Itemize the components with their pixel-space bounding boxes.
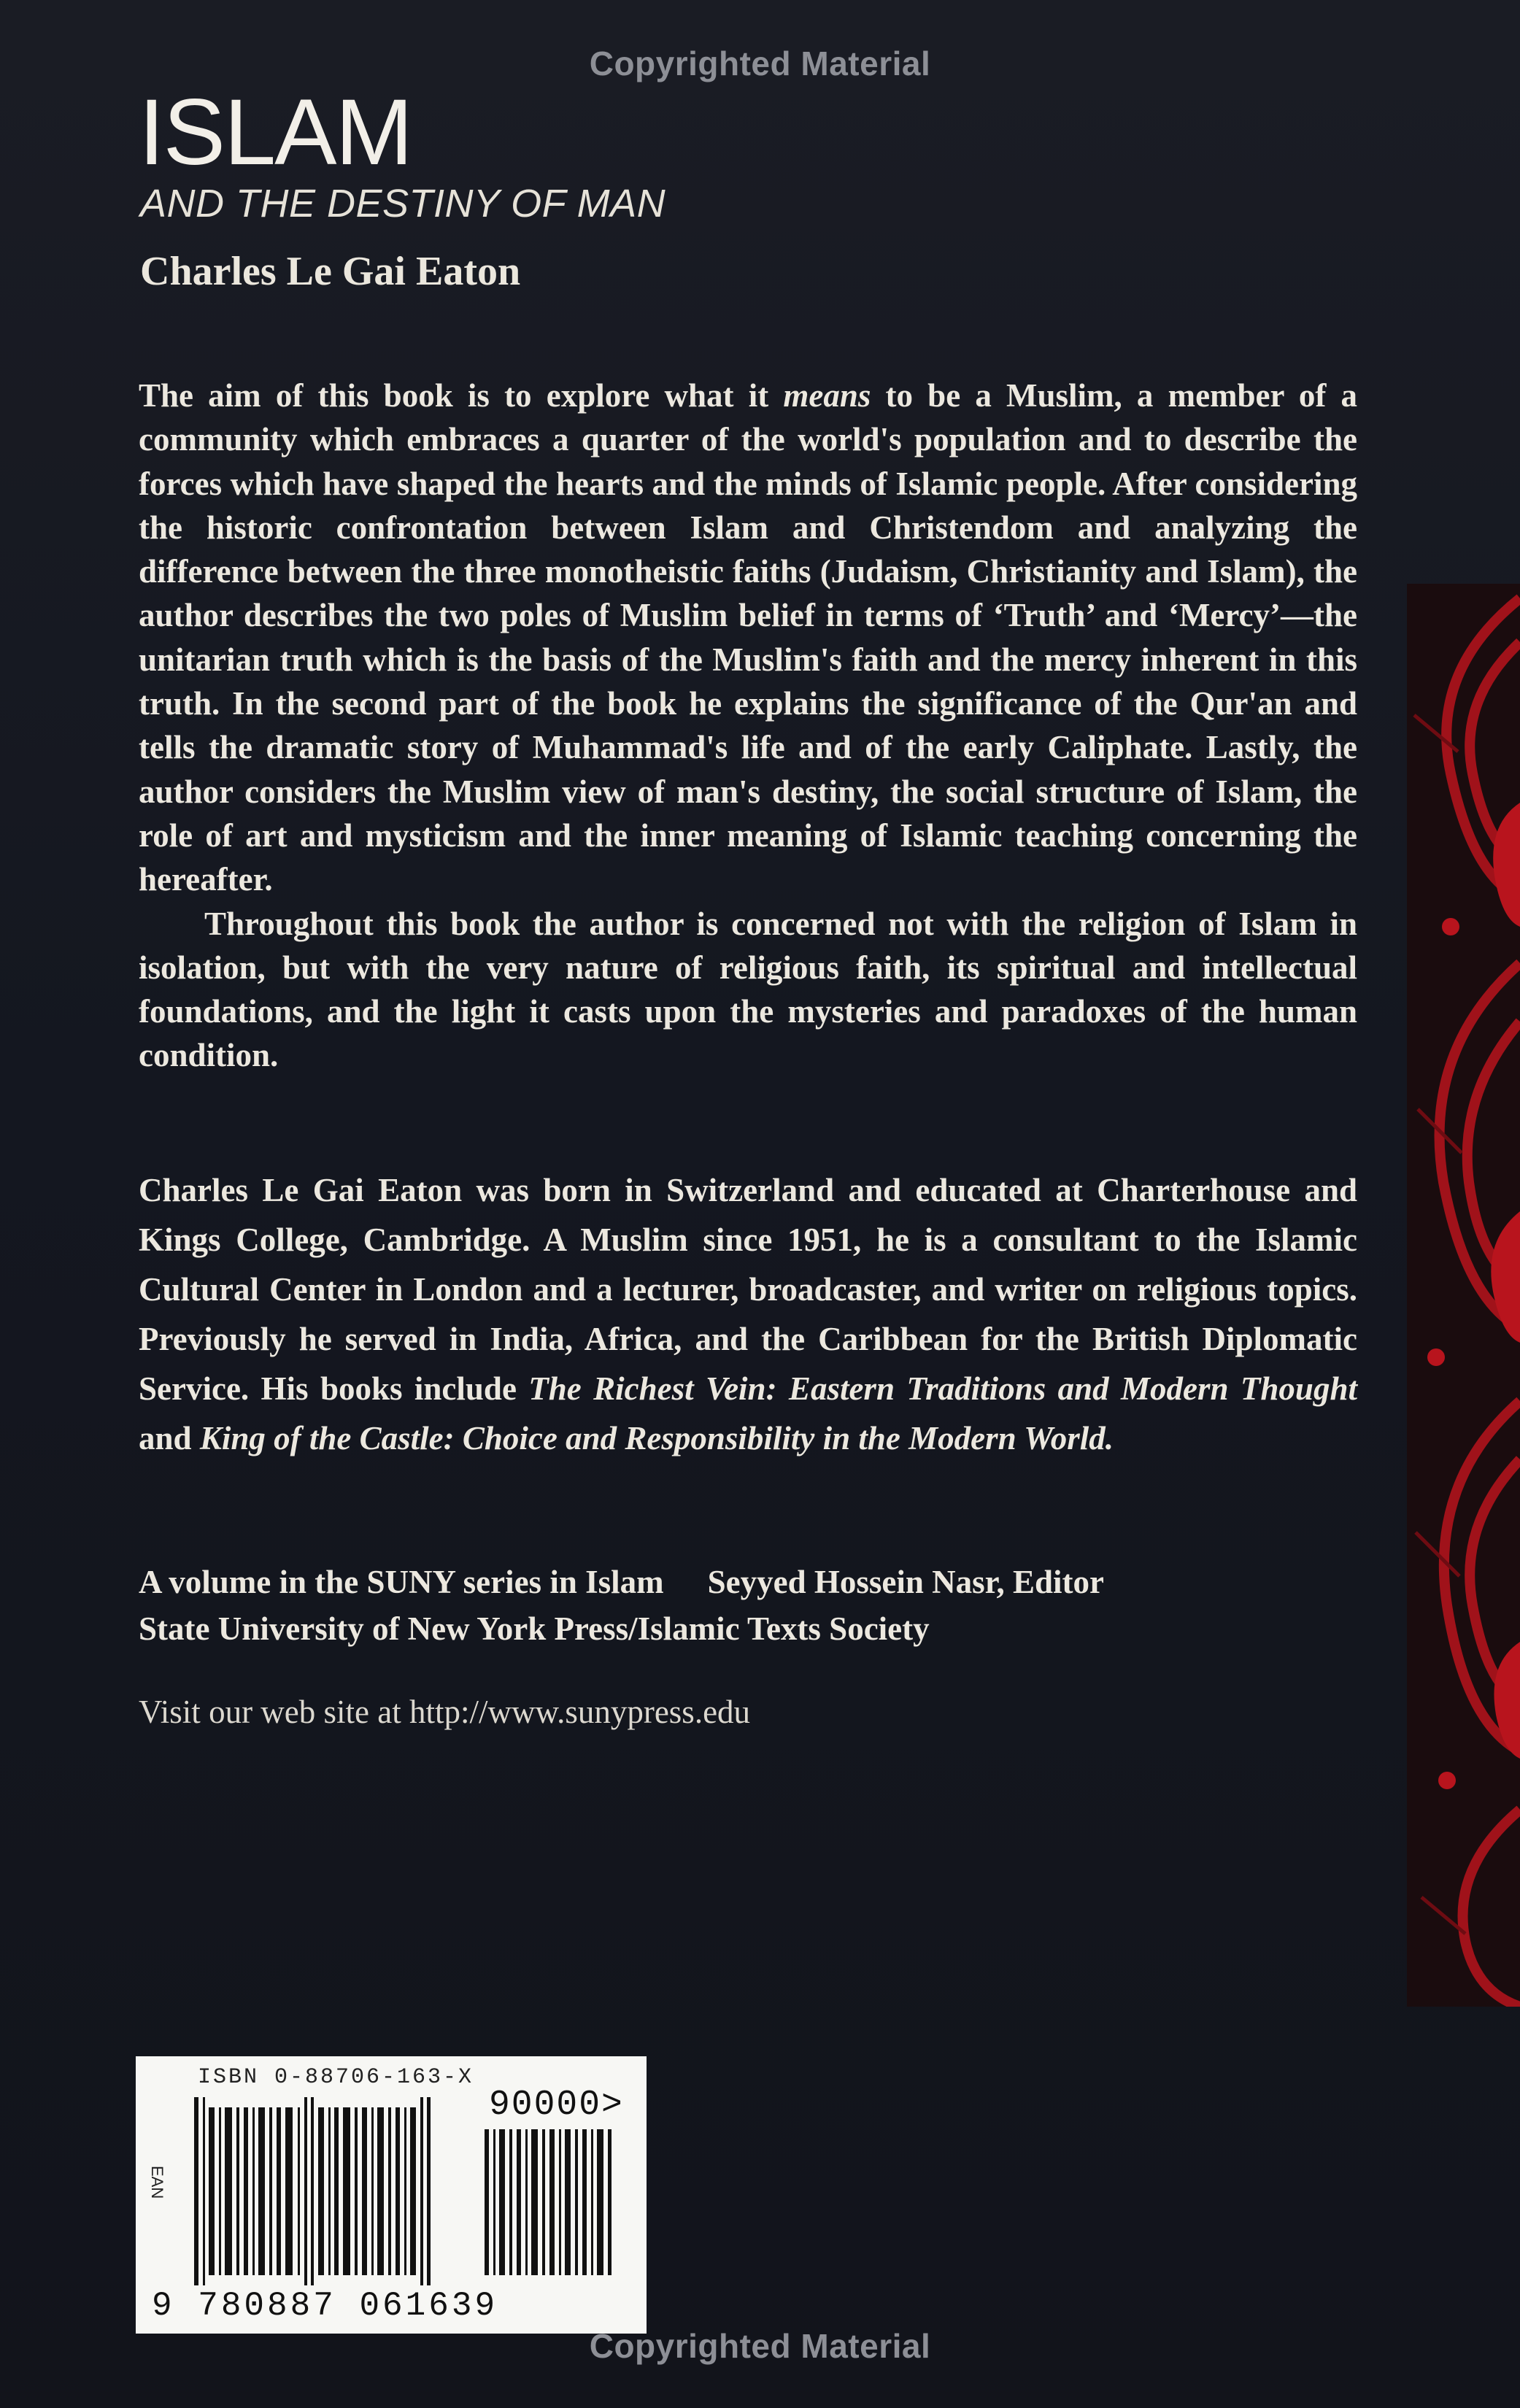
- isbn-number: ISBN 0-88706-163-X: [198, 2065, 474, 2090]
- decorative-ornament: [1407, 584, 1520, 2007]
- series-info: [139, 1559, 1357, 1652]
- bio-and: and: [139, 1420, 200, 1456]
- series-line-1: [139, 1559, 1357, 1605]
- watermark-top: Copyrighted Material: [589, 45, 931, 82]
- book-title: ISLAM: [139, 80, 412, 185]
- description-paragraph-2: Throughout this book the author is concerned not with the religion of Islam in isolation, but with the very nature of religious faith, its spiritual and intellectual foundations, and the light it casts upon the mysteries and paradoxes of the human condition.: [139, 905, 1357, 1074]
- ean-label: EAN: [148, 2166, 166, 2199]
- description-emphasis: means: [783, 377, 871, 414]
- book-subtitle: AND THE DESTINY OF MAN: [140, 182, 666, 225]
- bio-text: Charles Le Gai Eaton was born in Switzerland and educated at Charterhouse and Kings College, Cambridge. A Muslim since 1951, he is a consultant to the Islamic Cultural Center in London and a lecturer, broadcaster, and writer on religious topics. Previously he served in India, Africa, and the Caribbean for the British Diplomatic Service. His books include: [139, 1172, 1357, 1407]
- description-text: The aim of this book is to explore what it: [139, 377, 784, 414]
- description-text: to be a Muslim, a member of a community which embraces a quarter of the world's population and to describe the forces which have shaped the hearts and the minds of Islamic people. After considering the historic confrontation between Islam and Christendom and analyzing the difference between the three monotheistic faiths (Judaism, Christianity and Islam), the author describes the two poles of Muslim belief in terms of ‘Truth’ and ‘Mercy’—the unitarian truth which is the basis of the Muslim's faith and the mercy inherent in this truth. In the second part of the book he explains the significance of the Qur'an and tells the dramatic story of Muhammad's life and of the early Caliphate. Lastly, the author considers the Muslim view of man's destiny, the social structure of Islam, the role of art and mysticism and the inner meaning of Islamic teaching concerning the hereafter.: [139, 377, 1357, 898]
- price-code: 90000>: [489, 2085, 624, 2125]
- book-description: [139, 374, 1357, 1078]
- watermark-bottom: Copyrighted Material: [589, 2327, 931, 2365]
- barcode-box: [136, 2056, 647, 2334]
- series-volume: A volume in the SUNY series in Islam: [139, 1564, 664, 1600]
- series-editor: Seyyed Hossein Nasr, Editor: [707, 1564, 1104, 1600]
- website-line: Visit our web site at http://www.sunypress.edu: [139, 1694, 751, 1730]
- bio-book-title-2: King of the Castle: Choice and Responsibility in the Modern World.: [199, 1420, 1114, 1456]
- author-bio: [139, 1165, 1357, 1463]
- book-author: Charles Le Gai Eaton: [140, 249, 521, 294]
- barcode-number: 9 780887 061639: [152, 2287, 498, 2325]
- bio-book-title-1: The Richest Vein: Eastern Traditions and Modern Thought: [528, 1370, 1357, 1407]
- series-publisher: State University of New York Press/Islamic Texts Society: [139, 1610, 930, 1647]
- description-paragraph-1: [139, 374, 1357, 902]
